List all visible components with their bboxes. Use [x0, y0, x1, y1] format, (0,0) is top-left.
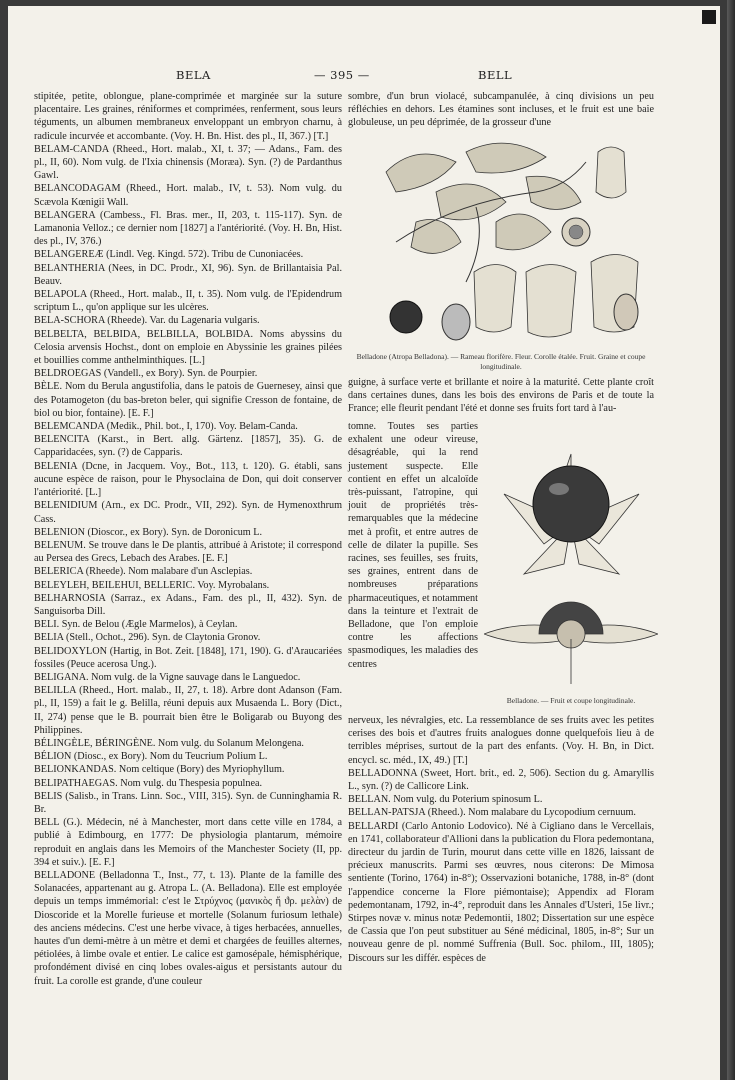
entry: BELEMCANDA (Medik., Phil. bot., I, 170). Voy. Belam-Canda. — [34, 421, 298, 433]
entry: BELAPOLA (Rheed., Hort. malab., II, t. 35). Nom vulg. de l'Epidendrum scriptum L., qu'on applique sur les ulcères. — [34, 289, 342, 314]
entry: BELIA (Stell., Ochot., 296). Syn. de Claytonia Gronov. — [34, 632, 261, 644]
page-number: — 395 — — [314, 68, 370, 82]
entry: BELANGEREÆ (Lindl. Veg. Kingd. 572). Tribu de Cunoniacées. — [34, 249, 304, 261]
page-sheet — [8, 6, 720, 1080]
entry: BELILLA (Rheed., Hort. malab., II, 27, t. 18). Arbre dont Adanson (Fam. pl., II, 159) a fait le g. Belilla, réuni depuis aux Musaenda L. Bory (Dict., II, 274) pense que le B. pourrait bien être le Boligarab ou Buyong des Philippines. — [34, 685, 342, 736]
entry: stipitée, petite, oblongue, plane-comprimée et marginée sur la suture placentaire. Les graines, réniformes et comprimées, renferment, sous leurs téguments, un albumen membraneux enveloppant un embryon charnu, à radicule incurvée et accombante. (Voy. H. Bn. Hist. des pl., II, 367.) [T.] — [34, 91, 342, 142]
figure-caption-2: Belladone. — Fruit et coupe longitudinale. — [506, 696, 636, 705]
entry: BELENUM. Se trouve dans le De plantis, attribué à Aristote; il correspond au Persea des Grecs, Lebach des Arabes. [E. F.] — [34, 539, 342, 565]
entry: BELERICA (Rheede). Nom malabare d'un Asclepias. — [34, 566, 253, 578]
entry: BÉLION (Diosc., ex Bory). Nom du Teucrium Polium L. — [34, 751, 268, 763]
entry: BELLARDI (Carlo Antonio Lodovico). Né à Cigliano dans le Vercellais, en 1741, collaborateur d'Allioni dans la publication du Flora pedemontana, directeur du jardin de Turin, mourut dans cette ville en 1826, laissant de précieux manuscrits. Parmi ses œuvres, nous citerons: De Mimosa sentiente (Torino, 1764) in-8°); Osservazioni botaniche, 1788, in-8° (dont l'appendice concerne la Flore piémontaise); Appendix ad Floram pedemontanam, 1792, in-4°, reproduit dans les Annales d'Usteri, 15e livr.; Stirpes novæ v. minus notæ Pedemontii, 1802; Dissertation sur une espèce de Cassia que l'on peut substituer au Séné médicinal, 1805, in-8°; Sur un nouveau genre de pl. nommé Suffrenia (Bull. Soc. philom., III, 1805); Discours sur les différ. espèces de — [348, 820, 654, 964]
entry: BELIGANA. Nom vulg. de la Vigne sauvage dans le Languedoc. — [34, 671, 301, 683]
entry: nerveux, les névralgies, etc. La ressemblance de ses fruits avec les petites cerises des bois et d'autres fruits analogues donne quelquefois lieu à de terribles méprises, surtout de la part des enfants. (Voy. H. Bn, in Dict. encycl. sc. méd., IX, 49.) [T.] — [348, 715, 654, 766]
running-header — [8, 68, 720, 84]
entry: BELL (G.). Médecin, né à Manchester, mort dans cette ville en 1784, a publié à Edimbourg, en 1777: De physiologia plantarum, mémoire reproduit en anglais dans les Memoirs of the Manchester Society (II, pp. 394 et suiv.). [E. F.] — [34, 817, 342, 868]
right-after-fig-text: guigne, à surface verte et brillante et noire à la maturité. Cette plante croît dans certaines dunes, dans les bois des environs de Paris et de toute la France; elle fleurit pendant l'été et donne ses fruits fort tard à l'au- — [348, 377, 654, 415]
entry: BELANTHERIA (Nees, in DC. Prodr., XI, 96). Syn. de Brillantaisia Pal. Beauv. — [34, 262, 342, 287]
entry: BELI. Syn. de Belou (Ægle Marmelos), à Ceylan. — [34, 619, 238, 631]
right-after-figure — [348, 376, 654, 418]
entry: BELENIDIUM (Arn., ex DC. Prodr., VII, 292). Syn. de Hymenoxthrum Cass. — [34, 500, 342, 525]
entry: BELENIA (Dcne, in Jacquem. Voy., Bot., 113, t. 120). G. établi, sans aucune espèce de raison, pour le Physoclaina de Don, qui doit conserver l'antériorité. [L.] — [34, 460, 342, 499]
berry — [390, 301, 422, 333]
entry: BELBELTA, BELBIDA, BELBILLA, BOLBIDA. Noms abyssins du Celosia arvensis Hochst., dont on emploie en Abyssinie les graines pilées et bouillies comme anthelminthiques. [L.] — [34, 328, 342, 367]
left-column — [34, 90, 342, 988]
entry: BELLADONNA (Sweet, Hort. brit., ed. 2, 506). Section du g. Amaryllis L., syn. (?) de Callicore Link. — [348, 767, 654, 793]
entry: BÈLE. Nom du Berula angustifolia, dans le patois de Guernesey, ainsi que des Potamogeton (du bas-breton beler, qui signifie Cresson de fontaine, de biol ou bior, fontaine). [E. F.] — [34, 381, 342, 419]
entry: BELLAN-PATSJA (Rheed.). Nom malabare du Lycopodium cernuum. — [348, 807, 636, 819]
entry: BELIS (Salisb., in Trans. Linn. Soc., VIII, 315). Syn. de Cunninghamia R. Br. — [34, 790, 342, 815]
page-edge — [727, 0, 735, 1080]
belladonna-fruit-illustration — [484, 434, 658, 696]
entry: BELIDOXYLON (Hartig, in Bot. Zeit. [1848], 171, 190). G. d'Araucariées fossiles (Peuce acerosa Ung.). — [34, 645, 342, 670]
fruit — [533, 466, 609, 542]
entry: BELENION (Dioscor., ex Bory). Syn. de Doronicum L. — [34, 526, 263, 538]
entry: BELDROEGAS (Vandell., ex Bory). Syn. de Pourpier. — [34, 368, 258, 380]
header-left: BELA — [176, 68, 211, 82]
entry: BELLADONE (Belladonna T., Inst., 77, t. 13). Plante de la famille des Solanacées, appartenant au g. Atropa L. (A. Belladona). Elle est employée depuis un temps immémorial: c'est le Στρύχνος (μανικὸς ἤ ϑρ. μελὰν) de Dioscoride et la Morelle furieuse et mortelle (Solanum furiosum lethale) des anciens médecins. C'est une herbe vivace, à tiges herbacées, annuelles, hautes d'un demi-mètre à un mètre et demi et chargées de feuilles alternes, pétiolées, à limbe ovale et entier. Le calice est gamosépale, hémisphérique, profondément divisé en cinq lobes ovales-aigus et persistants autour du fruit. La corolle est grande, d'une couleur — [34, 869, 342, 987]
fruit-section-cut — [484, 602, 658, 684]
entry: BÉLINGÈLE, BÉRINGÈNE. Nom vulg. du Solanum Melongena. — [34, 737, 304, 749]
page-corner-mark — [702, 10, 716, 24]
entry: BELANCODAGAM (Rheed., Hort. malab., IV, t. 53). Nom vulg. du Scævola Kœnigii Wall. — [34, 183, 342, 208]
entry: BELEYLEH, BEILEHUI, BELLERIC. Voy. Myrobalans. — [34, 579, 270, 591]
entry: BELANGERA (Cambess., Fl. Bras. mer., II, 203, t. 115-117). Syn. de Lamanonia Velloz.; ce dernier nom [1827] a l'antériorité. (Voy. H. Bn, Hist. des pl., IV, 376.) — [34, 209, 342, 248]
entry: BELIPATHAEGAS. Nom vulg. du Thespesia populnea. — [34, 777, 263, 789]
belladonna-branch-illustration — [376, 132, 648, 350]
figure-caption-1: Belladone (Atropa Belladona). — Rameau florifère. Fleur. Corolle étalée. Fruit. Graine et coupe longitudinale. — [356, 352, 646, 371]
seed — [442, 304, 470, 340]
entry: BELIONKANDAS. Nom celtique (Bory) des Myriophyllum. — [34, 764, 285, 776]
entry: BELENCITA (Karst., in Bert. allg. Gärtenz. [1857], 35). G. de Capparidacées, syn. (?) de Capparis. — [34, 434, 342, 459]
seed-section — [614, 294, 638, 330]
entry: BELHARNOSIA (Sarraz., ex Adans., Fam. des pl., II, 432). Syn. de Sanguisorba Dill. — [34, 592, 342, 617]
leaf-shapes — [386, 143, 581, 253]
header-right: BELL — [478, 68, 513, 82]
right-top-text: sombre, d'un brun violacé, subcampanulée, à cinq divisions un peu réfléchies en dehors. Les étamines sont incluses, et le fruit est une baie globuleuse, un peu déprimée, de la grosseur d'une — [348, 91, 654, 129]
entry: BELLAN. Nom vulg. du Poterium spinosum L. — [348, 794, 543, 806]
right-column-top — [348, 90, 654, 132]
wrapped-text: tomne. Toutes ses parties exhalent une odeur vireuse, désagréable, qui la rend justement suspecte. Elle contient en effet un alcaloïde très-puissant, l'atropine, qui jouit de propriétés très-remarquables que la médecine met à profit, et entre autres de celle de dilater la pupille. Ses racines, ses feuilles, ses fruits, ses graines, entrent dans de nombreuses préparations pharmaceutiques, et notamment dans la teinture et l'extrait de Belladone, que l'on emploie contre les affections spasmodiques, les maladies des centres — [348, 421, 478, 670]
entry: BELAM-CANDA (Rheed., Hort. malab., XI, t. 37; — Adans., Fam. des pl., II, 60). Nom vulg. de l'Ixia chinensis (Moræa). Syn. (?) de Pardanthus Gawl. — [34, 143, 342, 182]
entry: BELA-SCHORA (Rheede). Var. du Lagenaria vulgaris. — [34, 315, 260, 327]
right-column-bottom — [348, 714, 654, 965]
